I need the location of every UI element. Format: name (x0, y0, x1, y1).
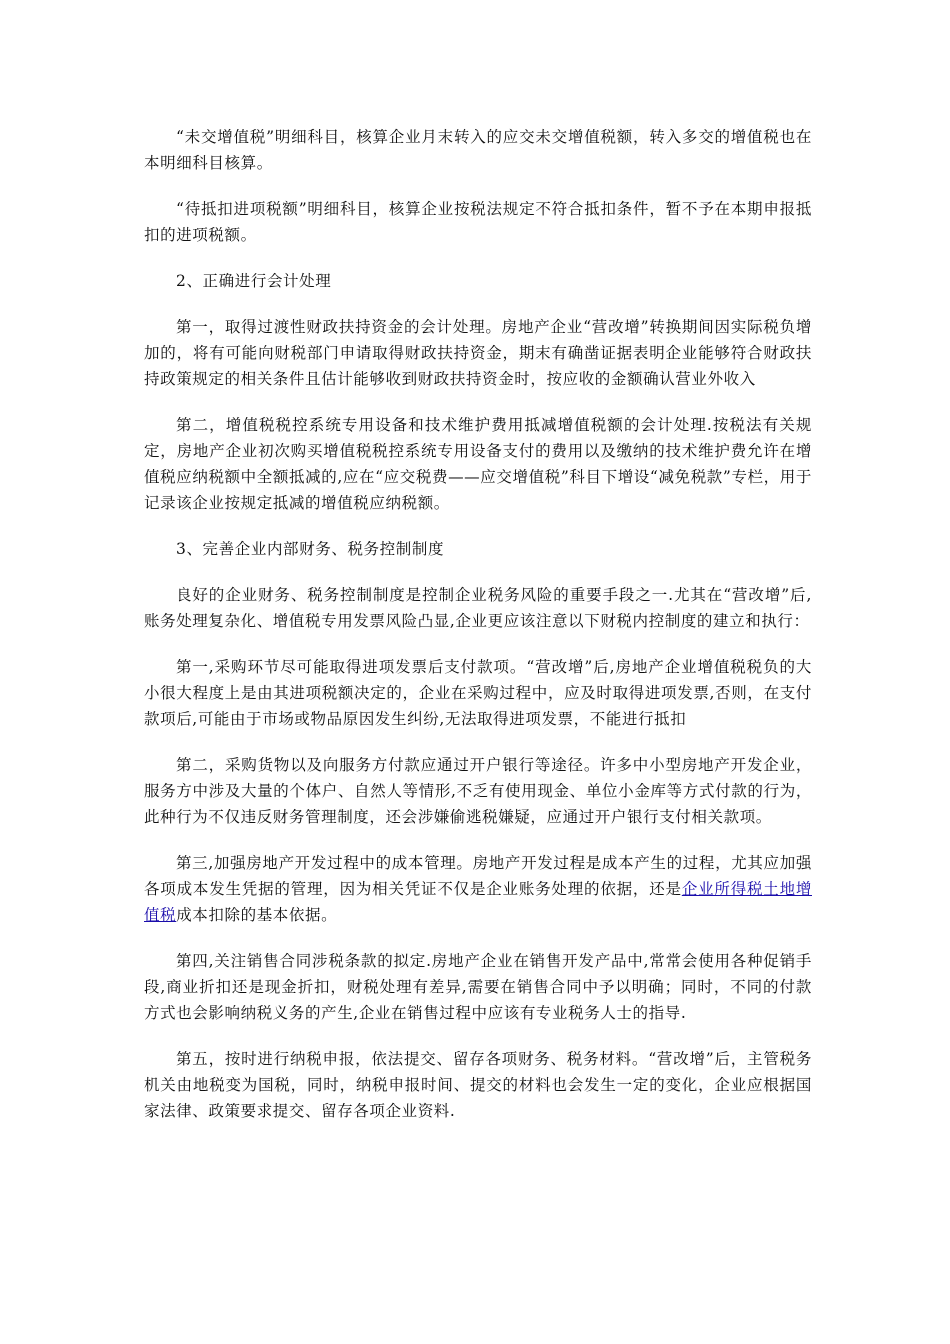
paragraph-sales-contracts: 第四,关注销售合同涉税条款的拟定.房地产企业在销售开发产品中,常常会使用各种促销手段,商业折扣还是现金折扣，财税处理有差异,需要在销售合同中予以明确；同时，不同的付款方式也会影响纳税义务的产生,企业在销售过程中应该有专业税务人士的指导. (144, 952, 812, 1022)
paragraph-bank-payments: 第二，采购货物以及向服务方付款应通过开户银行等途径。许多中小型房地产开发企业，服务方中涉及大量的个体户、自然人等情形,不乏有使用现金、单位小金库等方式付款的行为，此种行为不仅违反财务管理制度，还会涉嫌偷逃税嫌疑，应通过开户银行支付相关款项。 (144, 756, 812, 826)
paragraph-cost-management-tail: 成本扣除的基本依据。 (176, 906, 338, 924)
section-heading-internal-control: 3、完善企业内部财务、税务控制制度 (176, 540, 445, 558)
paragraph-pending-input-tax-account: “待抵扣进项税额”明细科目，核算企业按税法规定不符合抵扣条件，暂不予在本期申报抵扣的进项税额。 (144, 200, 812, 244)
paragraph-fiscal-support-funds: 第一，取得过渡性财政扶持资金的会计处理。房地产企业“营改增”转换期间因实际税负增加的，将有可能向财税部门申请取得财政扶持资金，期末有确凿证据表明企业能够符合财政扶持政策规定的相关条件且估计能够收到财政扶持资金时，按应收的金额确认营业外收入 (144, 318, 812, 388)
tax-topic-link[interactable]: 企业所得税土地增值税 (144, 880, 812, 924)
paragraph-procurement-invoices: 第一,采购环节尽可能取得进项发票后支付款项。“营改增”后,房地产企业增值税税负的大小很大程度上是由其进项税额决定的，企业在采购过程中，应及时取得进项发票,否则，在支付款项后,可能由于市场或物品原因发生纠纷,无法取得进项发票，不能进行抵扣 (144, 658, 812, 728)
paragraph-tax-filing: 第五，按时进行纳税申报，依法提交、留存各项财务、税务材料。“营改增”后，主管税务机关由地税变为国税，同时，纳税申报时间、提交的材料也会发生一定的变化，企业应根据国家法律、政策要求提交、留存各项企业资料. (144, 1050, 812, 1120)
paragraph-cost-management (144, 850, 812, 928)
paragraph-control-system-intro: 良好的企业财务、税务控制制度是控制企业税务风险的重要手段之一.尤其在“营改增”后,账务处理复杂化、增值税专用发票风险凸显,企业更应该注意以下财税内控制度的建立和执行： (144, 586, 812, 630)
document-body (144, 124, 812, 1144)
paragraph-tax-control-equipment: 第二，增值税税控系统专用设备和技术维护费用抵减增值税额的会计处理.按税法有关规定，房地产企业初次购买增值税税控系统专用设备支付的费用以及缴纳的技术维护费允许在增值税应纳税额中全额抵减的,应在“应交税费——应交增值税”科目下增设“减免税款”专栏，用于记录该企业按规定抵减的增值税应纳税额。 (144, 416, 812, 512)
section-heading-accounting: 2、正确进行会计处理 (176, 272, 332, 290)
paragraph-unpaid-vat-account: “未交增值税”明细科目，核算企业月末转入的应交未交增值税额，转入多交的增值税也在本明细科目核算。 (144, 128, 812, 172)
paragraph-cost-management-text: 第三,加强房地产开发过程中的成本管理。房地产开发过程是成本产生的过程，尤其应加强各项成本发生凭据的管理，因为相关凭证不仅是企业账务处理的依据，还是 (144, 854, 812, 898)
